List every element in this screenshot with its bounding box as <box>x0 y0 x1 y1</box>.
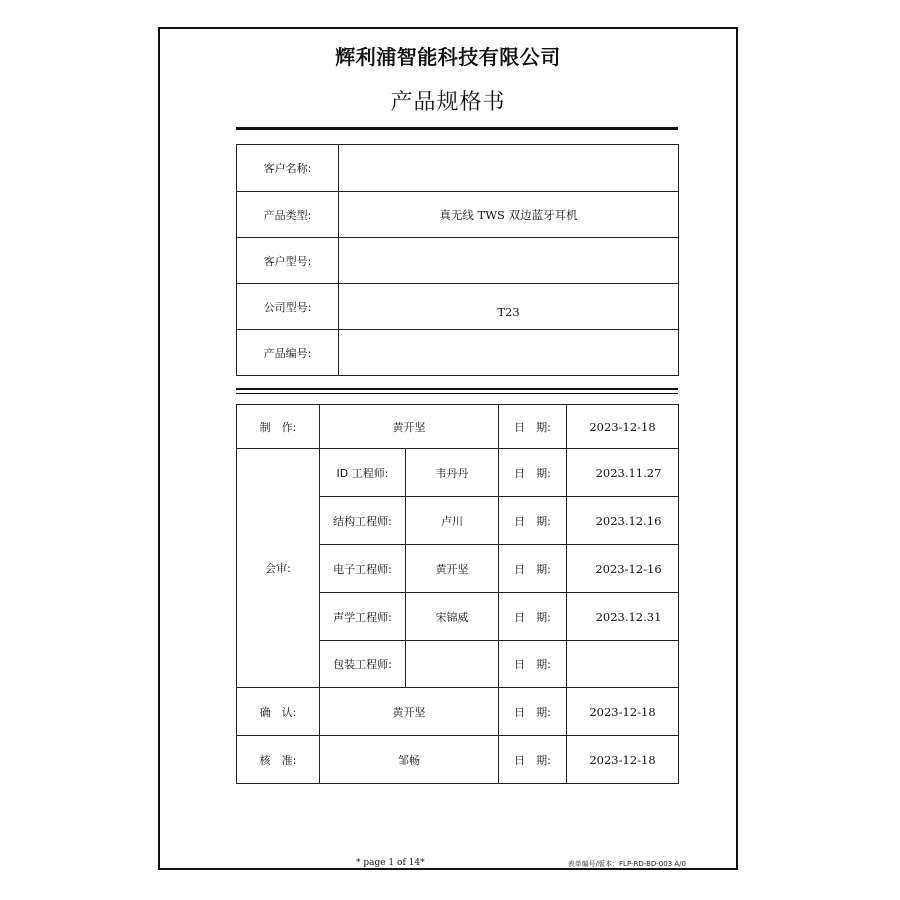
title-divider <box>236 127 678 130</box>
date-value: 2023-12-18 <box>567 688 679 736</box>
date-value <box>567 641 679 688</box>
table-row <box>237 405 679 449</box>
reviewer-name <box>406 641 499 688</box>
date-label: 日 期: <box>499 641 567 688</box>
date-label: 日 期: <box>499 593 567 641</box>
field-label: 公司型号: <box>237 284 339 330</box>
document-title: 产品规格书 <box>390 90 506 115</box>
reviewer-name: 黄开坚 <box>406 545 499 593</box>
approve-name: 邹畅 <box>320 736 499 784</box>
table-row <box>237 449 679 497</box>
product-info-table <box>236 144 679 376</box>
reviewer-name: 卢川 <box>406 497 499 545</box>
table-row <box>237 238 679 284</box>
review-label: 会审: <box>237 449 320 688</box>
section-divider <box>236 388 678 394</box>
approve-label: 核 准: <box>237 736 320 784</box>
date-label: 日 期: <box>499 736 567 784</box>
form-number: 表单编号/版本：FLP-RD-BD-003 A/0 <box>567 860 686 868</box>
date-label: 日 期: <box>499 688 567 736</box>
made-by-label: 制 作: <box>237 405 320 449</box>
date-value: 2023.11.27 <box>567 449 679 497</box>
table-row <box>237 330 679 376</box>
confirm-label: 确 认: <box>237 688 320 736</box>
date-label: 日 期: <box>499 449 567 497</box>
field-value: T23 <box>339 284 679 330</box>
field-value <box>339 330 679 376</box>
reviewer-name: 韦丹丹 <box>406 449 499 497</box>
field-label: 客户型号: <box>237 238 339 284</box>
company-name: 辉利浦智能科技有限公司 <box>335 45 561 69</box>
table-row <box>237 284 679 330</box>
reviewer-role: 电子工程师: <box>320 545 406 593</box>
field-value <box>339 145 679 192</box>
date-label: 日 期: <box>499 545 567 593</box>
reviewer-role: 结构工程师: <box>320 497 406 545</box>
reviewer-role: 声学工程师: <box>320 593 406 641</box>
date-label: 日 期: <box>499 497 567 545</box>
table-row <box>237 145 679 192</box>
date-value: 2023-12-16 <box>567 545 679 593</box>
date-label: 日 期: <box>499 405 567 449</box>
date-value: 2023-12-18 <box>567 405 679 449</box>
made-by-name: 黄开坚 <box>320 405 499 449</box>
field-label: 产品类型: <box>237 192 339 238</box>
date-value: 2023.12.16 <box>567 497 679 545</box>
page-number: * page 1 of 14* <box>356 858 425 868</box>
field-label: 产品编号: <box>237 330 339 376</box>
reviewer-role: 包装工程师: <box>320 641 406 688</box>
table-row <box>237 736 679 784</box>
field-label: 客户名称: <box>237 145 339 192</box>
date-value: 2023-12-18 <box>567 736 679 784</box>
document-page <box>158 27 738 870</box>
confirm-name: 黄开坚 <box>320 688 499 736</box>
table-row <box>237 688 679 736</box>
reviewer-role: ID 工程师: <box>320 449 406 497</box>
field-value <box>339 238 679 284</box>
table-row <box>237 192 679 238</box>
date-value: 2023.12.31 <box>567 593 679 641</box>
approval-table <box>236 404 679 784</box>
field-value: 真无线 TWS 双边蓝牙耳机 <box>339 192 679 238</box>
reviewer-name: 宋锦威 <box>406 593 499 641</box>
